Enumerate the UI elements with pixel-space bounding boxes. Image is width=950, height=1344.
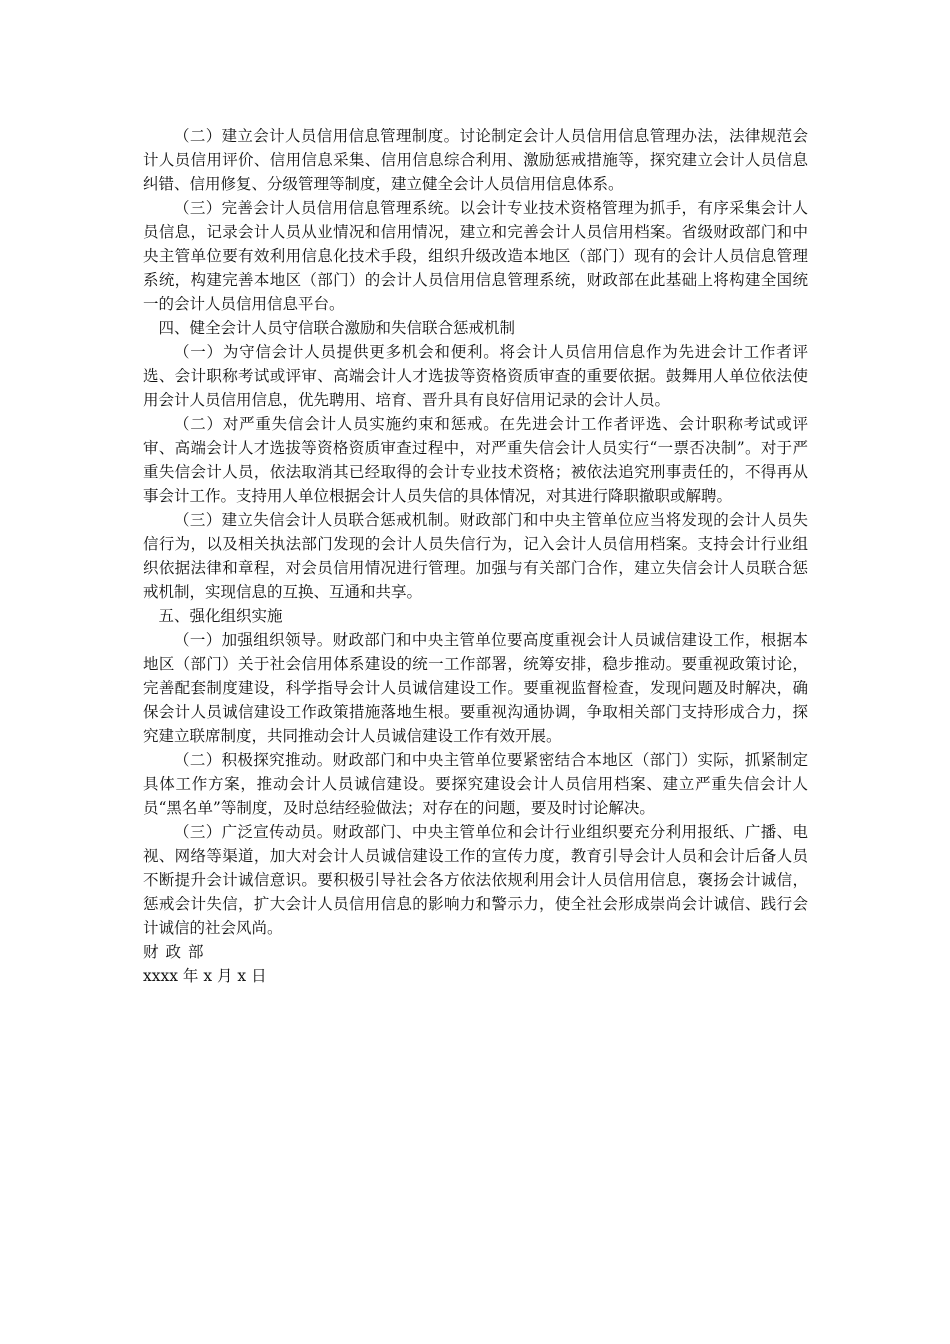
signature-date: xxxx 年 x 月 x 日 <box>143 967 267 985</box>
signature-organization: 财政部 <box>143 943 211 961</box>
paragraph-5-1: （一）加强组织领导。财政部门和中央主管单位要高度重视会计人员诚信建设工作，根据本地区（部门）关于社会信用体系建设的统一工作部署，统筹安排，稳步推动。要重视政策讨论，完善配套制度建设，科学指导会计人员诚信建设工作。要重视监督检查，发现问题及时解决，确保会计人员诚信建设工作政策措施落地生根。要重视沟通协调，争取相关部门支持形成合力，探究建立联席制度，共同推动会计人员诚信建设工作有效开展。 <box>143 631 808 745</box>
paragraph-5-3: （三）广泛宣传动员。财政部门、中央主管单位和会计行业组织要充分利用报纸、广播、电视、网络等渠道，加大对会计人员诚信建设工作的宣传力度，教育引导会计人员和会计后备人员不断提升会计诚信意识。要积极引导社会各方依法依规利用会计人员信用信息，褒扬会计诚信，惩戒会计失信，扩大会计人员信用信息的影响力和警示力，使全社会形成崇尚会计诚信、践行会计诚信的社会风尚。 <box>143 823 808 937</box>
paragraph-4-1: （一）为守信会计人员提供更多机会和便利。将会计人员信用信息作为先进会计工作者评选、会计职称考试或评审、高端会计人才选拔等资格资质审查的重要依据。鼓舞用人单位依法使用会计人员信用信息，优先聘用、培育、晋升具有良好信用记录的会计人员。 <box>143 343 808 409</box>
paragraph-5-2: （二）积极探究推动。财政部门和中央主管单位要紧密结合本地区（部门）实际，抓紧制定具体工作方案，推动会计人员诚信建设。要探究建设会计人员信用档案、建立严重失信会计人员“黑名单”等制度，及时总结经验做法；对存在的问题，要及时讨论解决。 <box>143 751 808 817</box>
paragraph-4-2: （二）对严重失信会计人员实施约束和惩戒。在先进会计工作者评选、会计职称考试或评审、高端会计人才选拔等资格资质审查过程中，对严重失信会计人员实行“一票否决制”。对于严重失信会计人员，依法取消其已经取得的会计专业技术资格；被依法追究刑事责任的，不得再从事会计工作。支持用人单位根据会计人员失信的具体情况，对其进行降职撤职或解聘。 <box>143 415 808 505</box>
paragraph-4-3: （三）建立失信会计人员联合惩戒机制。财政部门和中央主管单位应当将发现的会计人员失信行为，以及相关执法部门发现的会计人员失信行为，记入会计人员信用档案。支持会计行业组织依据法律和章程，对会员信用情况进行管理。加强与有关部门合作，建立失信会计人员联合惩戒机制，实现信息的互换、互通和共享。 <box>143 511 808 601</box>
document-body <box>143 124 808 988</box>
paragraph-2-3: （三）完善会计人员信用信息管理系统。以会计专业技术资格管理为抓手，有序采集会计人员信息，记录会计人员从业情况和信用情况，建立和完善会计人员信用档案。省级财政部门和中央主管单位要有效利用信息化技术手段，组织升级改造本地区（部门）现有的会计人员信息管理系统，构建完善本地区（部门）的会计人员信用信息管理系统，财政部在此基础上将构建全国统一的会计人员信用信息平台。 <box>143 199 808 313</box>
section-heading-5: 五、强化组织实施 <box>158 607 283 625</box>
paragraph-2-2: （二）建立会计人员信用信息管理制度。讨论制定会计人员信用信息管理办法，法律规范会计人员信用评价、信用信息采集、信用信息综合利用、激励惩戒措施等，探究建立会计人员信息纠错、信用修复、分级管理等制度，建立健全会计人员信用信息体系。 <box>143 127 808 193</box>
section-heading-4: 四、健全会计人员守信联合激励和失信联合惩戒机制 <box>158 319 516 337</box>
